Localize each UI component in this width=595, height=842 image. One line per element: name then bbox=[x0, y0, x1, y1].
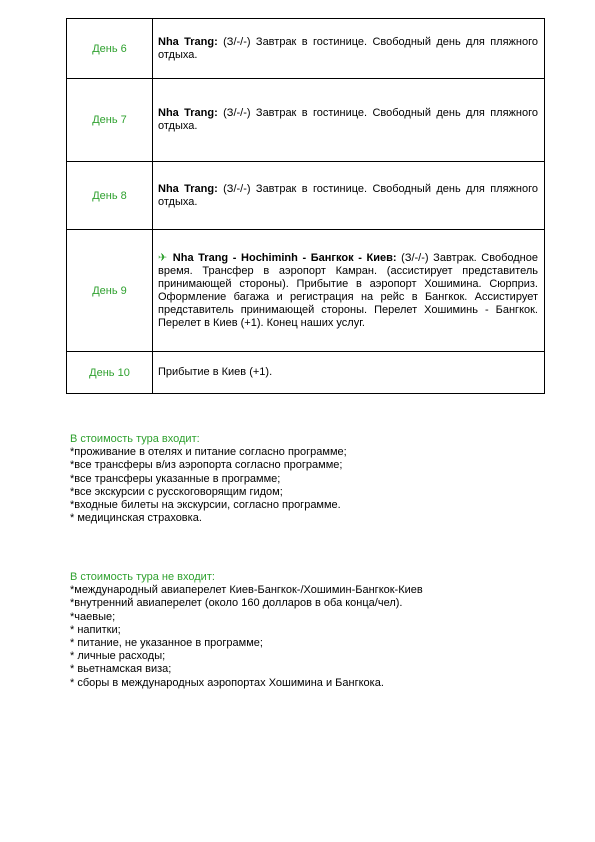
list-item: * напитки; bbox=[70, 623, 121, 636]
list-item: *все трансферы в/из аэропорта согласно программе; bbox=[70, 459, 343, 472]
city-name: Nha Trang: bbox=[158, 107, 218, 119]
included-title: В стоимость тура входит: bbox=[70, 433, 200, 445]
list-item: *все трансферы указанные в программе; bbox=[70, 472, 281, 485]
table-row bbox=[67, 230, 545, 352]
list-item: * медицинская страховка. bbox=[70, 512, 202, 525]
day-label: День 10 bbox=[67, 352, 153, 394]
list-item: *все экскурсии с русскоговорящим гидом; bbox=[70, 485, 283, 498]
day-description bbox=[153, 230, 545, 352]
table-row bbox=[67, 162, 545, 230]
list-item: * личные расходы; bbox=[70, 650, 166, 663]
not-included-title: В стоимость тура не входит: bbox=[70, 571, 215, 583]
included-section bbox=[70, 433, 347, 525]
list-item: *проживание в отелях и питание согласно программе; bbox=[70, 446, 347, 459]
day-label: День 8 bbox=[67, 162, 153, 230]
description-text: (З/-/-) Завтрак в гостинице. Свободный день для пляжного отдыха. bbox=[158, 35, 538, 61]
description-text: (З/-/-) Завтрак. Свободное время. Трансфер в аэропорт Камран. (ассистирует представитель принимающей стороны). Прибытие в аэропорт Хошимина. Сюрприз. Оформление багажа и регистрация на рейс в Бангкок. Ассистирует представитель принимающей стороны. Перелет Хошиминь - Бангкок. Перелет в Киев (+1). Конец наших услуг. bbox=[158, 251, 538, 329]
table-row bbox=[67, 352, 545, 394]
day-description bbox=[153, 79, 545, 162]
list-item: *чаевые; bbox=[70, 610, 116, 623]
plane-icon: ✈ bbox=[158, 251, 169, 264]
city-name: Nha Trang: bbox=[158, 182, 218, 195]
list-item: * питание, не указанное в программе; bbox=[70, 637, 263, 650]
description-text: Прибытие в Киев (+1). bbox=[158, 366, 273, 378]
not-included-section bbox=[70, 571, 423, 690]
day-description bbox=[153, 352, 545, 394]
list-item: * сборы в международных аэропортах Хошимина и Бангкока. bbox=[70, 676, 384, 689]
day-label: День 9 bbox=[67, 230, 153, 352]
table-row bbox=[67, 79, 545, 162]
day-label: День 6 bbox=[67, 19, 153, 79]
city-name: Nha Trang - Hochiminh - Бангкок - Киев: bbox=[172, 251, 397, 264]
itinerary-table bbox=[66, 18, 545, 394]
list-item: *международный авиаперелет Киев-Бангкок-/Хошимин-Бангкок-Киев bbox=[70, 584, 423, 597]
table-row bbox=[67, 19, 545, 79]
day-label: День 7 bbox=[67, 79, 153, 162]
list-item: * вьетнамская виза; bbox=[70, 663, 172, 676]
description-text: (З/-/-) Завтрак в гостинице. Свободный день для пляжного отдыха. bbox=[158, 182, 538, 208]
list-item: *внутренний авиаперелет (около 160 долларов в оба конца/чел). bbox=[70, 597, 403, 610]
day-description bbox=[153, 19, 545, 79]
description-text: (З/-/-) Завтрак в гостинице. Свободный день для пляжного отдыха. bbox=[158, 107, 538, 132]
city-name: Nha Trang: bbox=[158, 35, 218, 48]
list-item: *входные билеты на экскурсии, согласно программе. bbox=[70, 499, 341, 512]
day-description bbox=[153, 162, 545, 230]
